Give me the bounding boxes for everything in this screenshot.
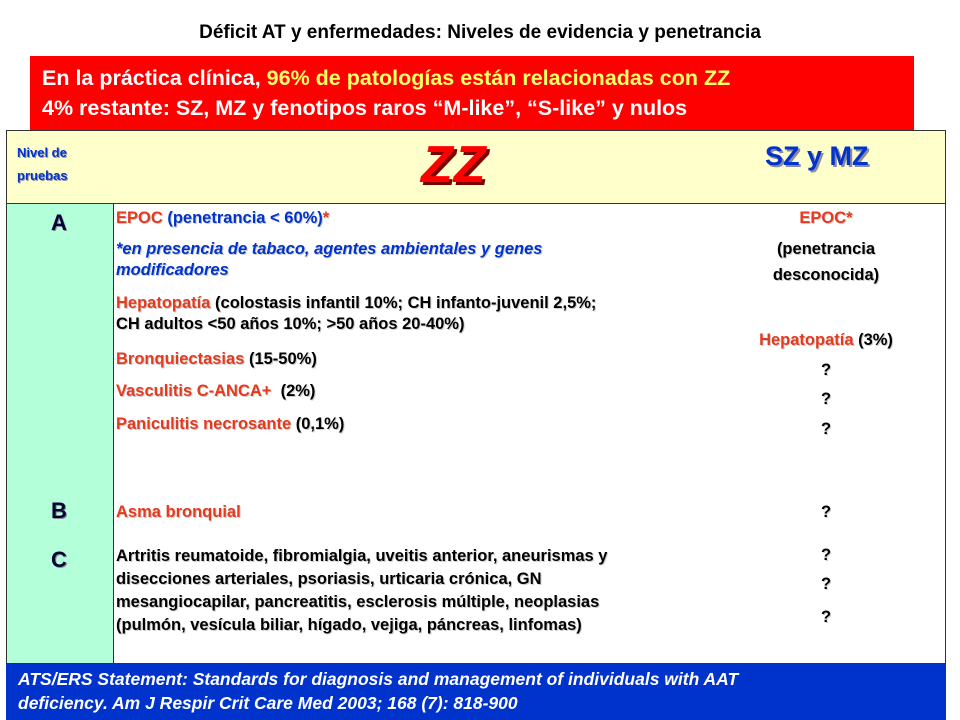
table-header [7, 131, 945, 204]
sz-epoc-name: EPOC [799, 209, 847, 227]
note-line-1: *en presencia de tabaco, agentes ambientales y genes [116, 240, 543, 258]
banner-line-1-intro: En la práctica clínica, [42, 66, 267, 90]
vasculitis-row [116, 381, 315, 402]
sz-hepatopatia-name: Hepatopatía [759, 331, 854, 349]
level-a: A [51, 210, 67, 235]
sz-unknown-5: ? [820, 546, 832, 564]
sz-unknown-4: ? [820, 503, 832, 521]
slide-title: Déficit AT y enfermedades: Niveles de evidencia y penetrancia [199, 22, 761, 43]
vasculitis-pct: (2%) [271, 382, 316, 400]
vasculitis-name: Vasculitis C-ANCA+ [116, 382, 272, 400]
banner-line-2: 4% restante: SZ, MZ y fenotipos raros “M-like”, “S-like” y nulos [42, 96, 688, 120]
zz-header: ZZ [421, 136, 487, 194]
c-line-1: Artritis reumatoide, fibromialgia, uveitis anterior, aneurismas y [116, 547, 608, 565]
epoc-star: * [322, 209, 330, 227]
epoc-name: EPOC [116, 209, 163, 227]
level-header-line-1: Nivel de [17, 145, 67, 160]
c-line-3: mesangiocapilar, pancreatitis, esclerosis múltiple, neoplasias [116, 593, 600, 611]
bronquiectasias-row [116, 349, 317, 370]
summary-banner [30, 56, 914, 130]
epoc-penetrance: (penetrancia < 60%) [162, 209, 323, 227]
banner-line-1-highlight: 96% de patologías están relacionadas con ZZ [266, 66, 731, 90]
paniculitis-pct: (0,1%) [291, 415, 345, 433]
hepatopatia-row-1 [116, 293, 596, 314]
sz-unknown-1: ? [820, 361, 832, 379]
level-header-line-2: pruebas [17, 168, 68, 183]
epoc-row [116, 208, 329, 229]
note-line-2: modificadores [116, 261, 229, 279]
sz-unknown-3: ? [820, 420, 832, 438]
hepatopatia-detail-1: (colostasis infantil 10%; CH infanto-juvenil 2,5%; [210, 294, 597, 312]
paniculitis-row [116, 414, 344, 435]
sz-penetrance-1: (penetrancia [776, 240, 876, 258]
sz-hepatopatia [706, 330, 946, 351]
level-header [17, 141, 68, 187]
sz-hepatopatia-pct: (3%) [853, 331, 893, 349]
level-column [7, 204, 114, 663]
level-b: B [51, 498, 67, 523]
banner-line-1 [42, 63, 914, 93]
footer-line-2: deficiency. Am J Respir Crit Care Med 2003; 168 (7): 818-900 [18, 693, 518, 713]
c-line-4: (pulmón, vesícula biliar, hígado, vejiga, páncreas, linfomas) [116, 616, 582, 634]
sz-unknown-7: ? [820, 608, 832, 626]
sz-mz-header: SZ y MZ [765, 141, 869, 171]
level-c-diseases [116, 545, 608, 637]
bronquiectasias-name: Bronquiectasias [116, 350, 245, 368]
footer-line-1: ATS/ERS Statement: Standards for diagnosis and management of individuals with AAT [18, 669, 739, 689]
sz-epoc-star: * [846, 209, 853, 227]
paniculitis-name: Paniculitis necrosante [116, 415, 292, 433]
hepatopatia-row-2: CH adultos <50 años 10%; >50 años 20-40%) [116, 315, 465, 333]
asma-row: Asma bronquial [116, 503, 241, 521]
sz-epoc [706, 208, 946, 229]
reference-footer [6, 664, 946, 720]
c-line-2: disecciones arteriales, psoriasis, urticaria crónica, GN [116, 570, 542, 588]
sz-unknown-6: ? [820, 575, 832, 593]
sz-penetrance-2: desconocida) [772, 266, 880, 284]
hepatopatia-name: Hepatopatía [116, 294, 211, 312]
bronquiectasias-pct: (15-50%) [244, 350, 317, 368]
sz-unknown-2: ? [820, 390, 832, 408]
level-c: C [51, 547, 67, 572]
